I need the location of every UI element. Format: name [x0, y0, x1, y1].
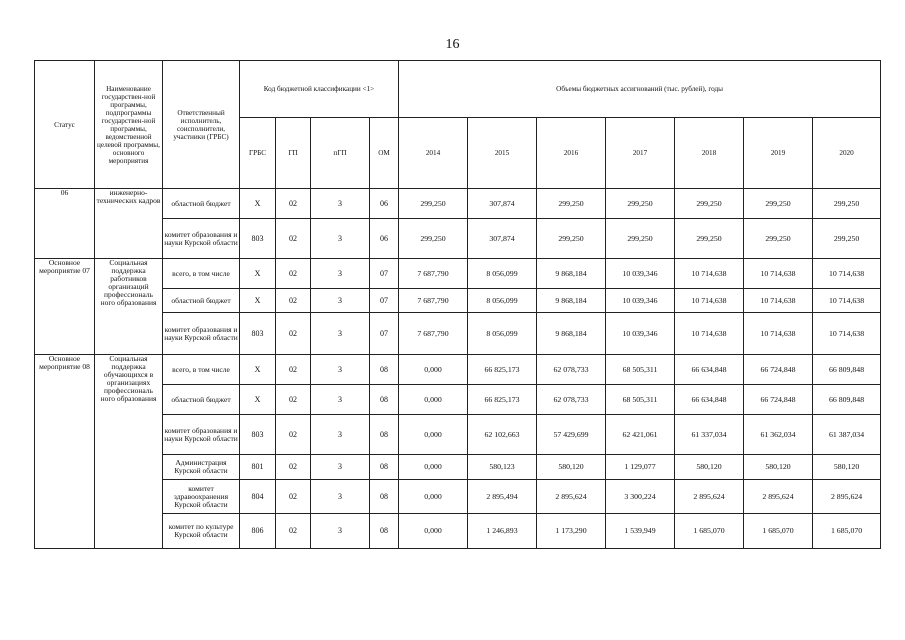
- pgp-cell: 3: [311, 289, 370, 313]
- value-cell: 66 724,848: [744, 385, 813, 415]
- responsible-cell: комитет образования и науки Курской области: [163, 313, 240, 355]
- value-cell: 9 868,184: [537, 289, 606, 313]
- om-cell: 08: [370, 415, 399, 455]
- value-cell: 299,250: [744, 189, 813, 219]
- value-cell: 299,250: [675, 189, 744, 219]
- table-row: [35, 189, 881, 219]
- value-cell: 66 809,848: [813, 385, 881, 415]
- value-cell: 2 895,624: [813, 480, 881, 514]
- responsible-cell: комитет образования и науки Курской области: [163, 415, 240, 455]
- pgp-cell: 3: [311, 355, 370, 385]
- value-cell: 8 056,099: [468, 313, 537, 355]
- value-cell: 580,120: [537, 455, 606, 480]
- gp-cell: 02: [276, 455, 311, 480]
- om-cell: 08: [370, 355, 399, 385]
- value-cell: 62 078,733: [537, 355, 606, 385]
- value-cell: 8 056,099: [468, 289, 537, 313]
- value-cell: 580,120: [675, 455, 744, 480]
- value-cell: 57 429,699: [537, 415, 606, 455]
- header-year-2015: 2015: [468, 118, 537, 189]
- value-cell: 299,250: [744, 219, 813, 259]
- grbs-cell: 801: [240, 455, 276, 480]
- value-cell: 61 387,034: [813, 415, 881, 455]
- om-cell: 07: [370, 259, 399, 289]
- header-name: Наименование государствен-ной программы, подпрограммы государствен-ной программы, ведомственной целевой программы, основного мероприятия: [95, 61, 163, 189]
- value-cell: 66 634,848: [675, 355, 744, 385]
- om-cell: 07: [370, 313, 399, 355]
- responsible-cell: комитет по культуре Курской области: [163, 514, 240, 549]
- gp-cell: 02: [276, 259, 311, 289]
- value-cell: 61 337,034: [675, 415, 744, 455]
- header-year-2020: 2020: [813, 118, 881, 189]
- header-responsible: Ответственный исполнитель, соисполнители, участники (ГРБС): [163, 61, 240, 189]
- value-cell: 1 246,893: [468, 514, 537, 549]
- value-cell: 1 173,290: [537, 514, 606, 549]
- header-year-2019: 2019: [744, 118, 813, 189]
- gp-cell: 02: [276, 385, 311, 415]
- value-cell: 66 825,173: [468, 385, 537, 415]
- header-year-2017: 2017: [606, 118, 675, 189]
- value-cell: 299,250: [537, 189, 606, 219]
- responsible-cell: комитет образования и науки Курской области: [163, 219, 240, 259]
- grbs-cell: Х: [240, 259, 276, 289]
- value-cell: 7 687,790: [399, 259, 468, 289]
- value-cell: 10 714,638: [675, 259, 744, 289]
- gp-cell: 02: [276, 480, 311, 514]
- value-cell: 10 714,638: [675, 289, 744, 313]
- value-cell: 62 078,733: [537, 385, 606, 415]
- value-cell: 2 895,494: [468, 480, 537, 514]
- value-cell: 2 895,624: [675, 480, 744, 514]
- value-cell: 9 868,184: [537, 259, 606, 289]
- value-cell: 66 634,848: [675, 385, 744, 415]
- om-cell: 08: [370, 514, 399, 549]
- value-cell: 3 300,224: [606, 480, 675, 514]
- value-cell: 10 714,638: [813, 289, 881, 313]
- header-grbs: ГРБС: [240, 118, 276, 189]
- value-cell: 10 039,346: [606, 259, 675, 289]
- pgp-cell: 3: [311, 455, 370, 480]
- value-cell: 0,000: [399, 480, 468, 514]
- grbs-cell: 803: [240, 219, 276, 259]
- value-cell: 7 687,790: [399, 289, 468, 313]
- pgp-cell: 3: [311, 259, 370, 289]
- value-cell: 10 714,638: [744, 259, 813, 289]
- grbs-cell: Х: [240, 355, 276, 385]
- value-cell: 299,250: [606, 219, 675, 259]
- pgp-cell: 3: [311, 219, 370, 259]
- header-om: ОМ: [370, 118, 399, 189]
- value-cell: 1 685,070: [675, 514, 744, 549]
- gp-cell: 02: [276, 189, 311, 219]
- value-cell: 66 825,173: [468, 355, 537, 385]
- value-cell: 0,000: [399, 415, 468, 455]
- name-cell: инженерно-технических кадров: [95, 189, 163, 259]
- value-cell: 2 895,624: [537, 480, 606, 514]
- value-cell: 62 421,061: [606, 415, 675, 455]
- name-cell: Социальная поддержка обучающихся в организациях профессиональ ного образования: [95, 355, 163, 549]
- value-cell: 299,250: [606, 189, 675, 219]
- pgp-cell: 3: [311, 313, 370, 355]
- value-cell: 10 714,638: [813, 313, 881, 355]
- om-cell: 08: [370, 385, 399, 415]
- value-cell: 1 129,077: [606, 455, 675, 480]
- value-cell: 299,250: [675, 219, 744, 259]
- gp-cell: 02: [276, 289, 311, 313]
- gp-cell: 02: [276, 355, 311, 385]
- status-cell: Основное мероприятие 08: [35, 355, 95, 549]
- value-cell: 10 714,638: [813, 259, 881, 289]
- value-cell: 299,250: [537, 219, 606, 259]
- header-year-2014: 2014: [399, 118, 468, 189]
- pgp-cell: 3: [311, 415, 370, 455]
- responsible-cell: областной бюджет: [163, 289, 240, 313]
- responsible-cell: всего, в том числе: [163, 355, 240, 385]
- grbs-cell: Х: [240, 385, 276, 415]
- header-volumes-group: Объемы бюджетных ассигнований (тыс. рублей), годы: [399, 61, 881, 118]
- grbs-cell: 803: [240, 415, 276, 455]
- header-pgp: пГП: [311, 118, 370, 189]
- header-code-group: Код бюджетной классификации <1>: [240, 61, 399, 118]
- status-cell: Основное мероприятие 07: [35, 259, 95, 355]
- value-cell: 68 505,311: [606, 355, 675, 385]
- value-cell: 1 685,070: [813, 514, 881, 549]
- value-cell: 580,120: [744, 455, 813, 480]
- value-cell: 299,250: [399, 219, 468, 259]
- om-cell: 06: [370, 219, 399, 259]
- value-cell: 66 724,848: [744, 355, 813, 385]
- value-cell: 307,874: [468, 189, 537, 219]
- value-cell: 10 714,638: [675, 313, 744, 355]
- header-year-2018: 2018: [675, 118, 744, 189]
- responsible-cell: всего, в том числе: [163, 259, 240, 289]
- value-cell: 66 809,848: [813, 355, 881, 385]
- responsible-cell: областной бюджет: [163, 189, 240, 219]
- value-cell: 8 056,099: [468, 259, 537, 289]
- responsible-cell: областной бюджет: [163, 385, 240, 415]
- responsible-cell: комитет здравоохранения Курской области: [163, 480, 240, 514]
- value-cell: 68 505,311: [606, 385, 675, 415]
- pgp-cell: 3: [311, 385, 370, 415]
- value-cell: 10 714,638: [744, 313, 813, 355]
- grbs-cell: 803: [240, 313, 276, 355]
- value-cell: 299,250: [813, 189, 881, 219]
- name-cell: Социальная поддержка работников организаций профессиональ ного образования: [95, 259, 163, 355]
- grbs-cell: Х: [240, 189, 276, 219]
- responsible-cell: Администрация Курской области: [163, 455, 240, 480]
- grbs-cell: Х: [240, 289, 276, 313]
- budget-table: [34, 60, 881, 549]
- value-cell: 580,123: [468, 455, 537, 480]
- header-gp: ГП: [276, 118, 311, 189]
- header-status: Статус: [35, 61, 95, 189]
- om-cell: 06: [370, 189, 399, 219]
- om-cell: 08: [370, 480, 399, 514]
- pgp-cell: 3: [311, 189, 370, 219]
- gp-cell: 02: [276, 313, 311, 355]
- om-cell: 07: [370, 289, 399, 313]
- value-cell: 307,874: [468, 219, 537, 259]
- value-cell: 299,250: [399, 189, 468, 219]
- value-cell: 10 039,346: [606, 313, 675, 355]
- table-row: [35, 259, 881, 289]
- page-number: 16: [445, 37, 460, 52]
- value-cell: 10 714,638: [744, 289, 813, 313]
- status-cell: 06: [35, 189, 95, 259]
- value-cell: 10 039,346: [606, 289, 675, 313]
- value-cell: 9 868,184: [537, 313, 606, 355]
- value-cell: 0,000: [399, 455, 468, 480]
- header-year-2016: 2016: [537, 118, 606, 189]
- value-cell: 0,000: [399, 514, 468, 549]
- value-cell: 62 102,663: [468, 415, 537, 455]
- grbs-cell: 804: [240, 480, 276, 514]
- gp-cell: 02: [276, 219, 311, 259]
- value-cell: 0,000: [399, 385, 468, 415]
- value-cell: 1 539,949: [606, 514, 675, 549]
- value-cell: 1 685,070: [744, 514, 813, 549]
- value-cell: 299,250: [813, 219, 881, 259]
- value-cell: 61 362,034: [744, 415, 813, 455]
- grbs-cell: 806: [240, 514, 276, 549]
- pgp-cell: 3: [311, 514, 370, 549]
- value-cell: 580,120: [813, 455, 881, 480]
- om-cell: 08: [370, 455, 399, 480]
- value-cell: 7 687,790: [399, 313, 468, 355]
- gp-cell: 02: [276, 514, 311, 549]
- value-cell: 2 895,624: [744, 480, 813, 514]
- table-row: [35, 355, 881, 385]
- gp-cell: 02: [276, 415, 311, 455]
- value-cell: 0,000: [399, 355, 468, 385]
- pgp-cell: 3: [311, 480, 370, 514]
